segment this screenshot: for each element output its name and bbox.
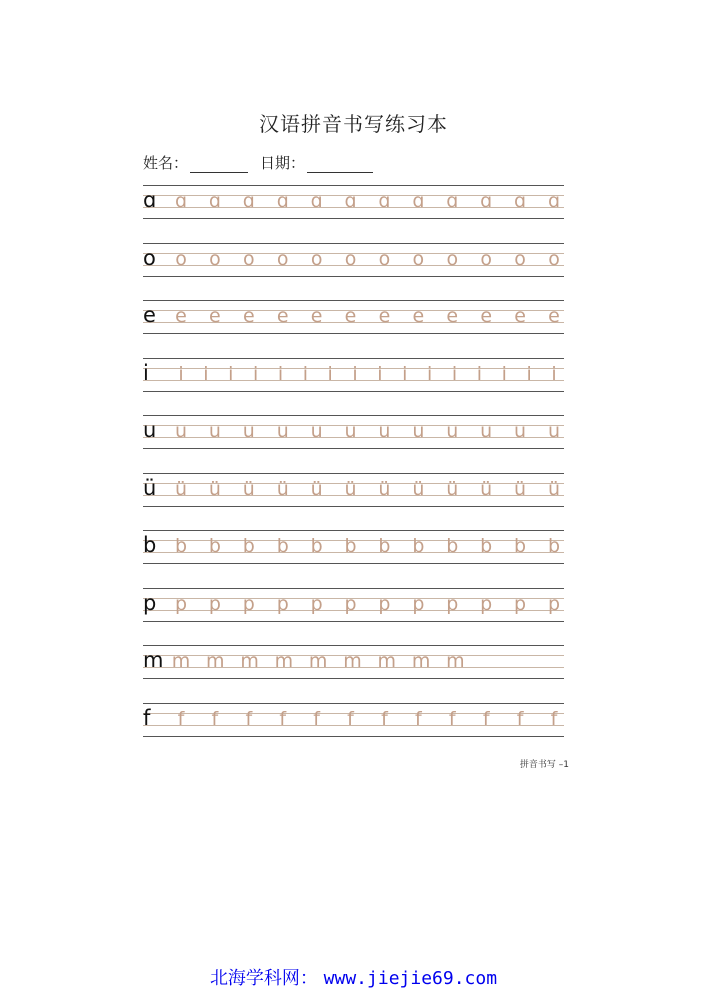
guide-line	[143, 563, 564, 564]
trace-letter: f	[550, 707, 558, 730]
trace-letter: p	[378, 592, 391, 615]
trace-letter: i	[302, 362, 308, 385]
trace-letter: ü	[276, 477, 289, 500]
trace-letter: u	[310, 420, 323, 442]
trace-letter: b	[514, 535, 527, 557]
watermark	[0, 964, 707, 990]
trace-letter: b	[378, 535, 391, 557]
model-letter: b	[143, 533, 157, 557]
model-letter: m	[143, 648, 164, 672]
trace-letter: u	[480, 420, 493, 442]
guide-line	[143, 736, 564, 737]
row-letters	[143, 358, 564, 391]
trace-letter: ɑ	[480, 190, 493, 212]
trace-letter: b	[208, 535, 221, 557]
guide-line	[143, 506, 564, 507]
guide-line	[143, 448, 564, 449]
trace-letter: e	[548, 305, 560, 327]
trace-letter: i	[327, 362, 333, 385]
model-letter: u	[143, 418, 157, 442]
trace-letter: ɑ	[412, 190, 425, 212]
trace-letter: ɑ	[174, 190, 188, 212]
practice-row	[143, 473, 564, 531]
trace-letter: o	[412, 247, 425, 270]
trace-letter: b	[242, 535, 255, 557]
trace-letter: e	[378, 305, 391, 327]
trace-letter: ɑ	[547, 190, 561, 212]
model-letter: o	[143, 245, 156, 270]
trace-letter: p	[344, 592, 357, 615]
model-letter: ü	[143, 475, 157, 500]
trace-letter: m	[411, 650, 431, 672]
trace-letter: ɑ	[446, 190, 459, 212]
practice-row	[143, 300, 564, 358]
trace-letter: o	[514, 247, 526, 270]
trace-letter: p	[547, 592, 561, 615]
trace-letter: m	[171, 650, 191, 672]
trace-letter: o	[276, 247, 289, 270]
model-letter: f	[143, 705, 151, 730]
student-info	[143, 152, 373, 173]
practice-row	[143, 703, 564, 761]
guide-line	[143, 678, 564, 679]
guide-line	[143, 621, 564, 622]
trace-letter: ü	[446, 477, 459, 500]
row-letters	[143, 243, 564, 276]
row-letters	[143, 415, 564, 448]
trace-letter: e	[446, 305, 459, 327]
trace-letter: f	[415, 707, 422, 730]
trace-letter: i	[451, 362, 458, 385]
trace-letter: i	[252, 362, 259, 385]
trace-letter: ɑ	[514, 190, 527, 212]
trace-letter: m	[274, 650, 294, 672]
trace-letter: i	[352, 362, 358, 385]
trace-letter: ü	[547, 477, 561, 500]
trace-letter: f	[177, 707, 185, 730]
trace-letter: p	[174, 592, 188, 615]
trace-letter: e	[412, 305, 425, 327]
trace-letter: p	[480, 592, 493, 615]
trace-letter: o	[175, 247, 187, 270]
practice-row	[143, 588, 564, 646]
trace-letter: b	[310, 535, 323, 557]
trace-letter: e	[310, 305, 323, 327]
trace-letter: m	[446, 650, 465, 672]
trace-letter: i	[501, 362, 507, 385]
watermark-url[interactable]: www.jiejie69.com	[323, 968, 498, 989]
row-letters	[143, 473, 564, 506]
practice-grid	[143, 185, 564, 760]
trace-letter: b	[412, 535, 425, 557]
trace-letter: o	[209, 247, 221, 270]
trace-letter: f	[347, 707, 354, 730]
practice-row	[143, 185, 564, 243]
trace-letter: u	[446, 420, 459, 442]
trace-letter: p	[514, 592, 527, 615]
trace-letter: p	[310, 592, 323, 615]
trace-letter: f	[245, 707, 253, 730]
trace-letter: o	[243, 247, 255, 270]
trace-letter: f	[211, 707, 219, 730]
trace-letter: b	[174, 535, 188, 557]
trace-letter: p	[242, 592, 255, 615]
trace-letter: f	[448, 707, 456, 730]
trace-letter: ɑ	[310, 190, 323, 212]
page-title: 汉语拼音书写练习本	[259, 112, 448, 136]
page-number: 拼音书写 –1	[519, 760, 569, 770]
trace-letter: m	[206, 650, 225, 672]
model-letter: p	[143, 590, 157, 615]
trace-letter: m	[377, 650, 397, 672]
trace-letter: e	[480, 305, 493, 327]
practice-row	[143, 358, 564, 416]
trace-letter: o	[548, 247, 560, 270]
trace-letter: o	[344, 247, 357, 270]
date-blank[interactable]	[307, 158, 373, 173]
trace-letter: ɑ	[344, 190, 357, 212]
trace-letter: i	[476, 362, 483, 385]
trace-letter: i	[551, 362, 557, 385]
trace-letter: u	[242, 420, 255, 442]
watermark-site-name: 北海学科网：	[209, 968, 318, 989]
trace-letter: ü	[174, 477, 188, 500]
model-letter: e	[143, 303, 156, 327]
row-letters	[143, 645, 564, 678]
trace-letter: o	[378, 247, 391, 270]
trace-letter: ü	[514, 477, 527, 500]
trace-letter: e	[276, 305, 289, 327]
trace-letter: i	[228, 362, 234, 385]
trace-letter: m	[308, 650, 328, 672]
name-blank[interactable]	[190, 158, 248, 173]
trace-letter: u	[412, 420, 425, 442]
trace-letter: ü	[480, 477, 493, 500]
trace-letter: o	[446, 247, 459, 270]
trace-letter: u	[514, 420, 527, 442]
trace-letter: u	[344, 420, 357, 442]
trace-letter: ɑ	[242, 190, 255, 212]
trace-letter: b	[446, 535, 459, 557]
trace-letter: b	[547, 535, 561, 557]
trace-letter: p	[412, 592, 425, 615]
trace-letter: f	[381, 707, 388, 730]
trace-letter: i	[402, 362, 408, 385]
trace-letter: ü	[344, 477, 357, 500]
trace-letter: b	[344, 535, 357, 557]
date-label: 日期：	[260, 154, 306, 172]
trace-letter: ü	[242, 477, 255, 500]
trace-letter: ü	[310, 477, 323, 500]
trace-letter: u	[208, 420, 221, 442]
trace-letter: ü	[412, 477, 425, 500]
trace-letter: f	[279, 707, 287, 730]
trace-letter: f	[482, 707, 490, 730]
trace-letter: e	[175, 305, 187, 327]
name-label: 姓名：	[143, 154, 189, 172]
trace-letter: m	[240, 650, 259, 672]
trace-letter: p	[276, 592, 289, 615]
trace-letter: o	[480, 247, 492, 270]
trace-letter: u	[378, 420, 391, 442]
guide-line	[143, 391, 564, 392]
trace-letter: o	[310, 247, 323, 270]
trace-letter: e	[514, 305, 526, 327]
row-letters	[143, 703, 564, 736]
trace-letter: i	[526, 362, 532, 385]
trace-letter: p	[208, 592, 221, 615]
trace-letter: e	[209, 305, 221, 327]
row-letters	[143, 185, 564, 218]
trace-letter: p	[446, 592, 459, 615]
trace-letter: ɑ	[208, 190, 221, 212]
trace-letter: u	[174, 420, 188, 442]
practice-row	[143, 415, 564, 473]
practice-row	[143, 645, 564, 703]
practice-row	[143, 530, 564, 588]
trace-letter: i	[277, 362, 284, 385]
model-letter: ɑ	[143, 188, 157, 212]
trace-letter: u	[276, 420, 289, 442]
practice-row	[143, 243, 564, 301]
trace-letter: i	[377, 362, 383, 385]
row-letters	[143, 588, 564, 621]
guide-line	[143, 218, 564, 219]
trace-letter: ɑ	[276, 190, 289, 212]
model-letter: i	[143, 360, 149, 385]
trace-letter: f	[313, 707, 320, 730]
trace-letter: b	[480, 535, 493, 557]
trace-letter: u	[547, 420, 561, 442]
trace-letter: m	[343, 650, 362, 672]
trace-letter: b	[276, 535, 289, 557]
trace-letter: e	[344, 305, 357, 327]
row-letters	[143, 530, 564, 563]
trace-letter: i	[178, 362, 184, 385]
trace-letter: i	[203, 362, 209, 385]
row-letters	[143, 300, 564, 333]
guide-line	[143, 276, 564, 277]
trace-letter: e	[242, 305, 255, 327]
trace-letter: f	[516, 707, 524, 730]
trace-letter: ɑ	[378, 190, 391, 212]
guide-line	[143, 333, 564, 334]
trace-letter: i	[427, 362, 433, 385]
trace-letter: ü	[378, 477, 391, 500]
trace-letter: ü	[208, 477, 221, 500]
